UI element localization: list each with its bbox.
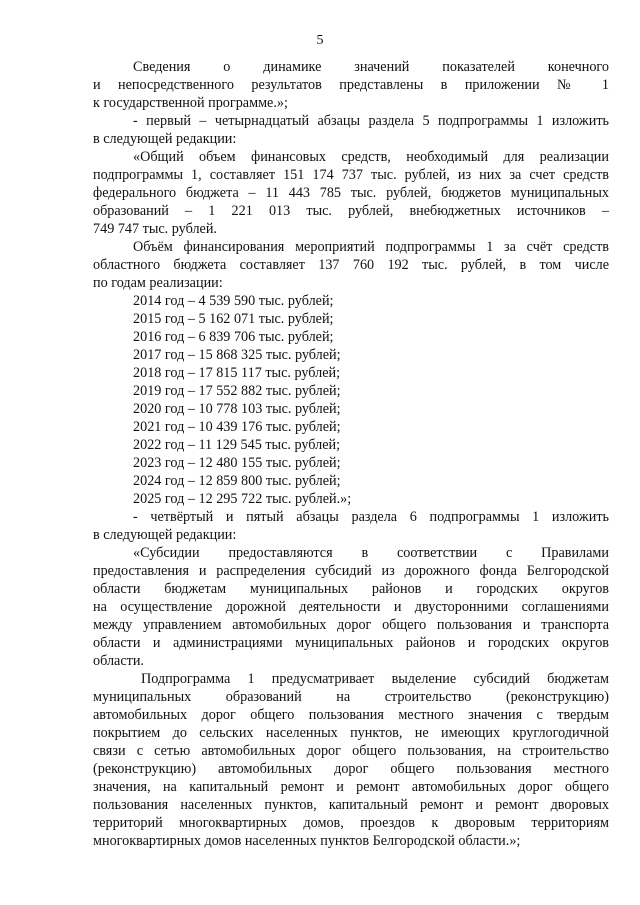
text-line: в следующей редакции:	[93, 131, 237, 147]
text-line: между управлением автомобильных дорог общего пользования и транспорта	[93, 617, 609, 633]
text-line: Подпрограмма 1 предусматривает выделение субсидий бюджетам	[141, 671, 609, 687]
year-line: 2024 год – 12 859 800 тыс. рублей;	[133, 473, 341, 489]
year-line: 2018 год – 17 815 117 тыс. рублей;	[133, 365, 341, 381]
text-line: Объём финансирования мероприятий подпрограммы 1 за счёт средств	[133, 239, 609, 255]
text-line: в следующей редакции:	[93, 527, 237, 543]
text-line: подпрограммы 1, составляет 151 174 737 тыс. рублей, из них за счет средств	[93, 167, 609, 183]
text-line: автомобильных дорог общего пользования местного значения с твердым	[93, 707, 609, 723]
text-line: 749 747 тыс. рублей.	[93, 221, 217, 237]
text-line: области и администрациями муниципальных районов и городских округов	[93, 635, 609, 651]
text-line: - первый – четырнадцатый абзацы раздела 5 подпрограммы 1 изложить	[133, 113, 609, 129]
text-line: области бюджетам муниципальных районов и городских округов	[93, 581, 609, 597]
text-line: муниципальных образований на строительство (реконструкцию)	[93, 689, 609, 705]
year-line: 2022 год – 11 129 545 тыс. рублей;	[133, 437, 341, 453]
year-line: 2014 год – 4 539 590 тыс. рублей;	[133, 293, 334, 309]
text-line: - четвёртый и пятый абзацы раздела 6 подпрограммы 1 изложить	[133, 509, 609, 525]
text-line: образований – 1 221 013 тыс. рублей, внебюджетных источников –	[93, 203, 609, 219]
text-line: «Общий объем финансовых средств, необходимый для реализации	[133, 149, 609, 165]
text-line: предоставления и распределения субсидий из дорожного фонда Белгородской	[93, 563, 609, 579]
text-line: покрытием до сельских населенных пунктов, не имеющих круглогодичной	[93, 725, 609, 741]
year-line: 2021 год – 10 439 176 тыс. рублей;	[133, 419, 341, 435]
text-line: значения, на капитальный ремонт и ремонт автомобильных дорог общего	[93, 779, 609, 795]
text-line: к государственной программе.»;	[93, 95, 288, 111]
year-line: 2025 год – 12 295 722 тыс. рублей.»;	[133, 491, 352, 507]
text-line: области.	[93, 653, 144, 669]
text-line: по годам реализации:	[93, 275, 223, 291]
text-line: федерального бюджета – 11 443 785 тыс. рублей, бюджетов муниципальных	[93, 185, 609, 201]
text-line: многоквартирных домов населенных пунктов Белгородской области.»;	[93, 833, 521, 849]
text-line: Сведения о динамике значений показателей конечного	[133, 59, 609, 75]
text-line: пользования населенных пунктов, капитальный ремонт и ремонт дворовых	[93, 797, 609, 813]
year-line: 2015 год – 5 162 071 тыс. рублей;	[133, 311, 334, 327]
year-line: 2019 год – 17 552 882 тыс. рублей;	[133, 383, 341, 399]
text-line: и непосредственного результатов представлены в приложении № 1	[93, 77, 609, 93]
year-line: 2017 год – 15 868 325 тыс. рублей;	[133, 347, 341, 363]
year-line: 2020 год – 10 778 103 тыс. рублей;	[133, 401, 341, 417]
text-line: (реконструкцию) автомобильных дорог общего пользования местного	[93, 761, 609, 777]
text-line: «Субсидии предоставляются в соответствии с Правилами	[133, 545, 609, 561]
text-line: территорий многоквартирных домов, проездов к дворовым территориям	[93, 815, 609, 831]
year-line: 2016 год – 6 839 706 тыс. рублей;	[133, 329, 334, 345]
year-line: 2023 год – 12 480 155 тыс. рублей;	[133, 455, 341, 471]
page-number: 5	[316, 33, 324, 48]
text-line: связи с сетью автомобильных дорог общего пользования, на строительство	[93, 743, 609, 759]
text-line: на осуществление дорожной деятельности и двусторонними соглашениями	[93, 599, 609, 615]
text-line: областного бюджета составляет 137 760 192 тыс. рублей, в том числе	[93, 257, 609, 273]
